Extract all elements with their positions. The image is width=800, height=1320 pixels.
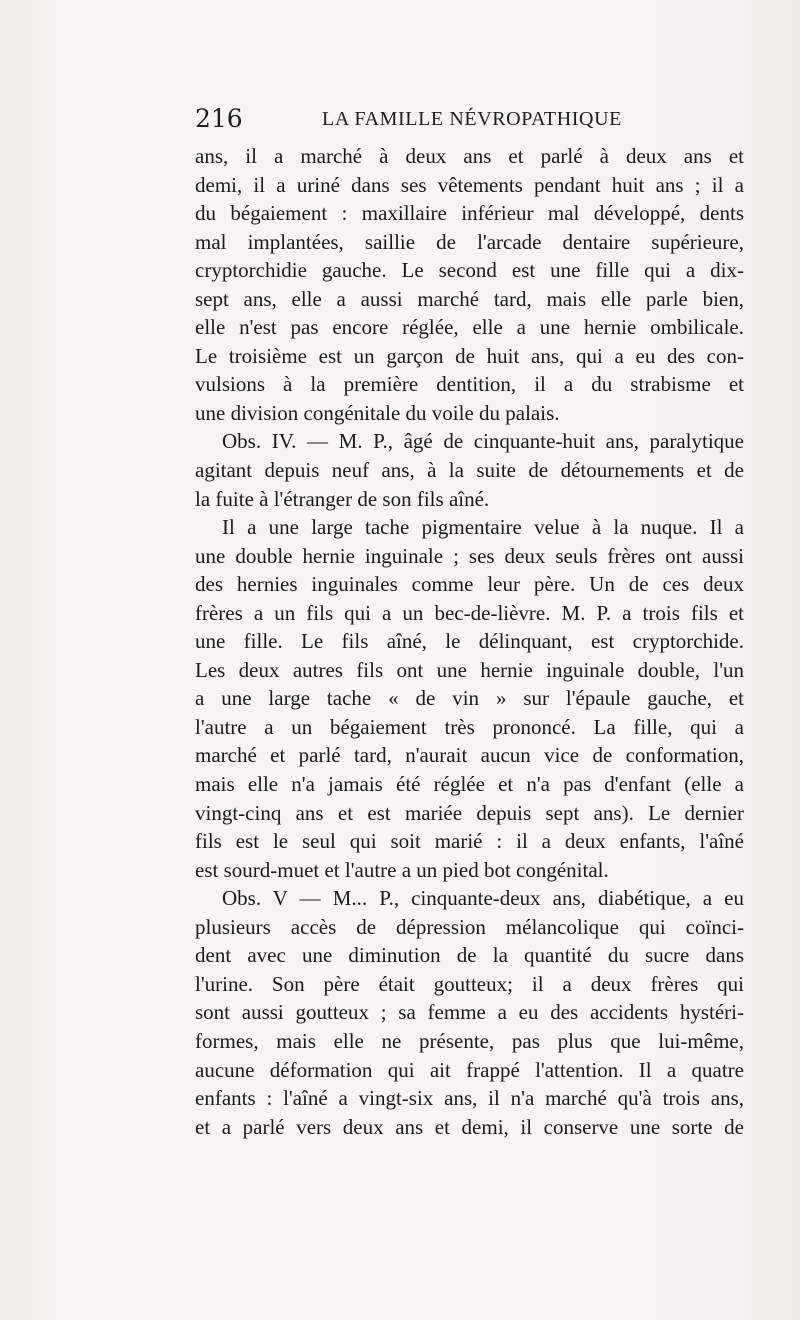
text-line: sont aussi goutteux ; sa femme a eu des accidents hystéri- bbox=[195, 1000, 744, 1025]
text-line: agitant depuis neuf ans, à la suite de détournements et de bbox=[195, 458, 744, 483]
text-line: Les deux autres fils ont une hernie inguinale double, l'un bbox=[195, 657, 744, 682]
text-line: cryptorchidie gauche. Le second est une fille qui a dix- bbox=[195, 258, 744, 283]
running-head: LA FAMILLE NÉVROPATHIQUE bbox=[322, 108, 622, 130]
text-line: frères a un fils qui a un bec-de-lièvre. M. P. a trois fils et bbox=[195, 600, 744, 625]
text-line: est sourd-muet et l'autre a un pied bot congénital. bbox=[195, 857, 609, 882]
text-line: la fuite à l'étranger de son fils aîné. bbox=[195, 486, 490, 511]
text-line: des hernies inguinales comme leur père. Un de ces deux bbox=[195, 572, 744, 597]
text-line: Obs. IV. — M. P., âgé de cinquante-huit ans, paralytique bbox=[222, 429, 744, 454]
text-line: dent avec une diminution de la quantité du sucre dans bbox=[195, 943, 744, 968]
text-line: vulsions à la première dentition, il a du strabisme et bbox=[195, 372, 744, 397]
text-line: demi, il a uriné dans ses vêtements pendant huit ans ; il a bbox=[195, 172, 744, 197]
text-line: ans, il a marché à deux ans et parlé à deux ans et bbox=[195, 144, 744, 168]
text-line: du bégaiement : maxillaire inférieur mal développé, dents bbox=[195, 201, 744, 226]
text-line: et a parlé vers deux ans et demi, il conserve une sorte de bbox=[195, 1114, 744, 1139]
text-line: aucune déformation qui ait frappé l'attention. Il a quatre bbox=[195, 1057, 744, 1082]
text-line: l'autre a un bégaiement très prononcé. La fille, qui a bbox=[195, 714, 744, 739]
text-line: mal implantées, saillie de l'arcade dentaire supérieure, bbox=[195, 229, 744, 254]
text-line: l'urine. Son père était goutteux; il a deux frères qui bbox=[195, 971, 744, 996]
text-line: enfants : l'aîné a vingt-six ans, il n'a marché qu'à trois ans, bbox=[195, 1086, 744, 1111]
text-line: formes, mais elle ne présente, pas plus que lui-même, bbox=[195, 1028, 744, 1053]
text-line: vingt-cinq ans et est mariée depuis sept ans). Le dernier bbox=[195, 800, 744, 825]
text-line: une fille. Le fils aîné, le délinquant, est cryptorchide. bbox=[195, 629, 744, 654]
text-line: fils est le seul qui soit marié : il a deux enfants, l'aîné bbox=[195, 829, 744, 854]
text-line: mais elle n'a jamais été réglée et n'a pas d'enfant (elle a bbox=[195, 772, 744, 797]
text-line: une division congénitale du voile du palais. bbox=[195, 400, 560, 425]
text-line: sept ans, elle a aussi marché tard, mais elle parle bien, bbox=[195, 286, 744, 311]
text-line: marché et parlé tard, n'aurait aucun vice de conformation, bbox=[195, 743, 744, 768]
text-line: elle n'est pas encore réglée, elle a une hernie ombilicale. bbox=[195, 315, 744, 340]
text-line: Il a une large tache pigmentaire velue à la nuque. Il a bbox=[222, 515, 744, 540]
page-header bbox=[0, 104, 800, 138]
page-number: 216 bbox=[195, 104, 243, 133]
text-line: une double hernie inguinale ; ses deux seuls frères ont aussi bbox=[195, 543, 744, 568]
text-line: a une large tache « de vin » sur l'épaule gauche, et bbox=[195, 686, 744, 711]
text-line: Le troisième est un garçon de huit ans, qui a eu des con- bbox=[195, 343, 744, 368]
text-line: Obs. V — M... P., cinquante-deux ans, diabétique, a eu bbox=[222, 886, 744, 911]
text-line: plusieurs accès de dépression mélancolique qui coïnci- bbox=[195, 914, 744, 939]
body-text bbox=[195, 142, 744, 1141]
